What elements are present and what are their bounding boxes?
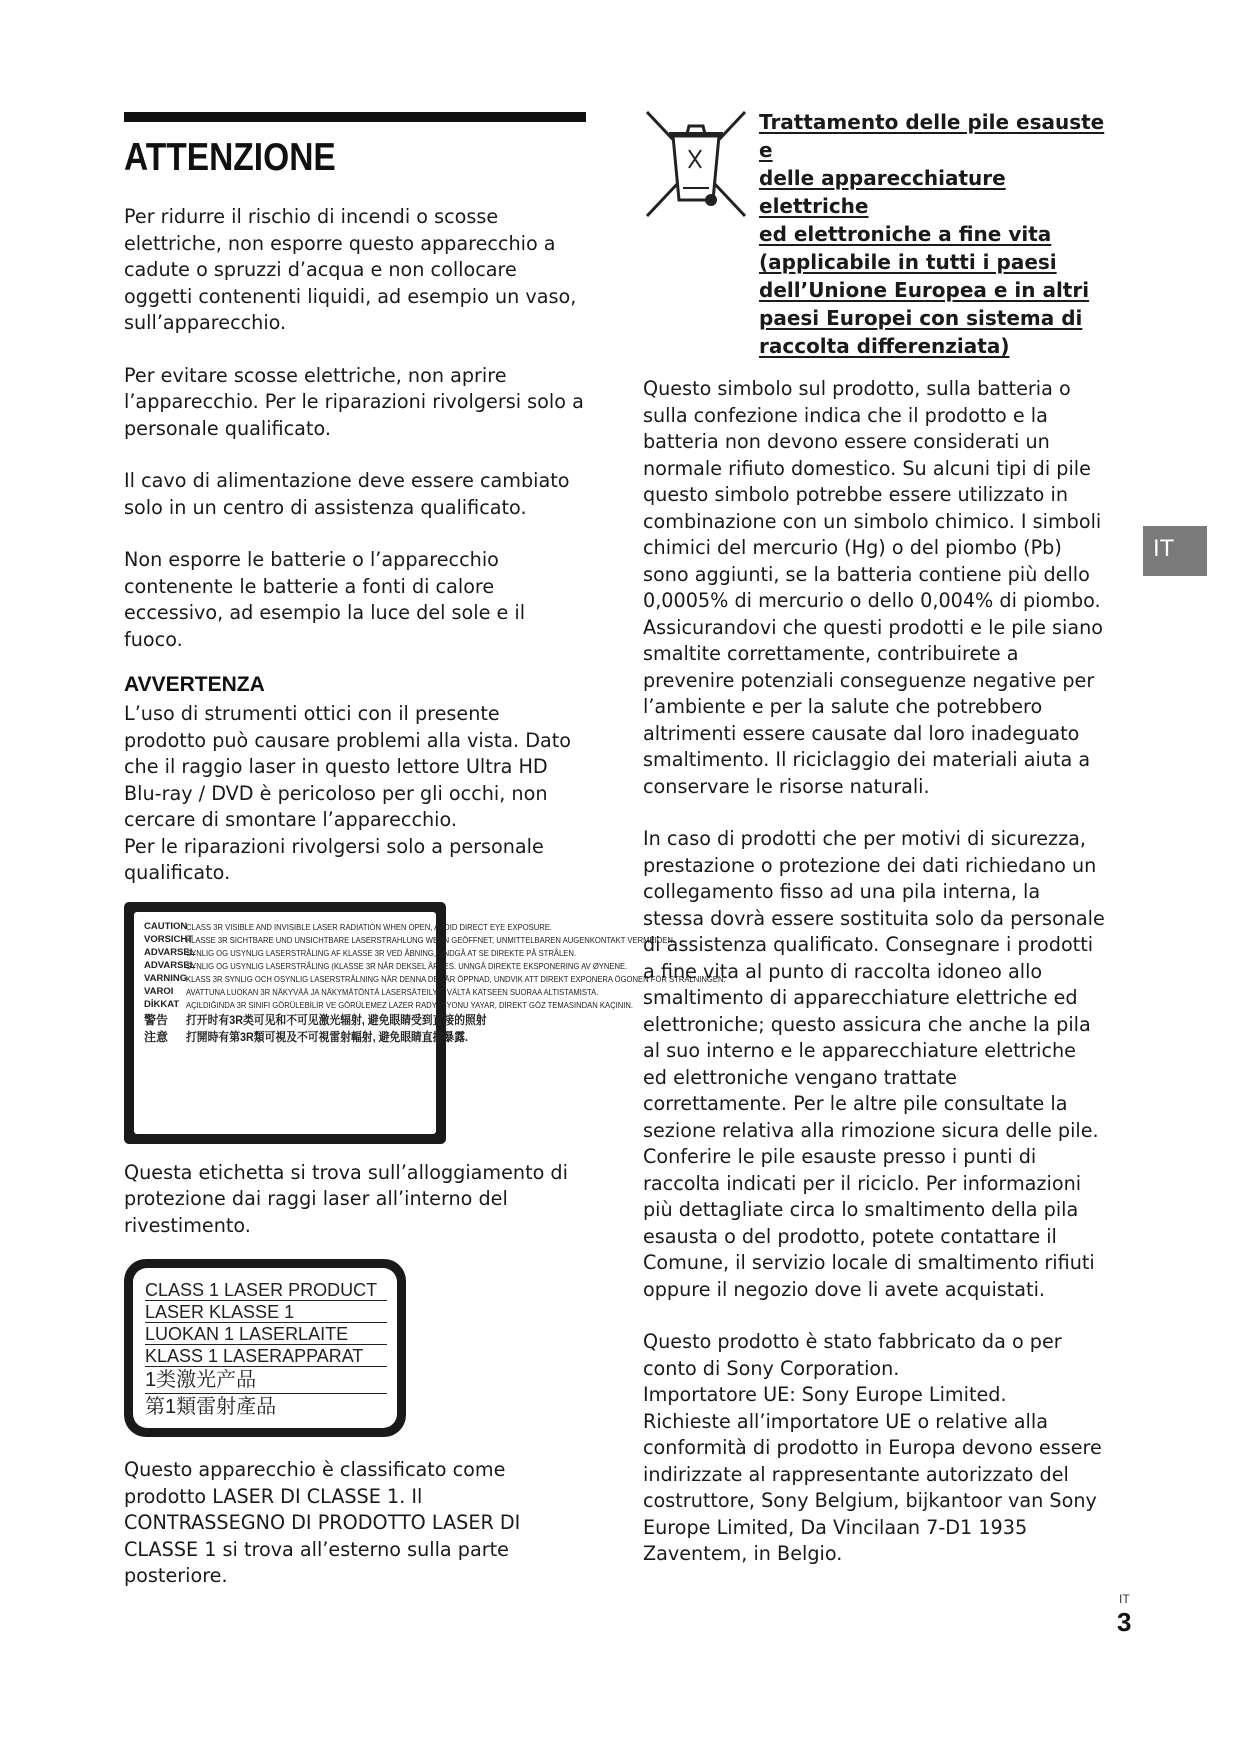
left-column <box>124 112 726 1590</box>
weee-title: Trattamento delle pile esauste e delle apparecchiature elettriche ed elettroniche a fine vita (applicabile in tutti i paesi dell’Unione Europea e in altri paesi Europei con sistema di raccolta differenziata) <box>759 110 1105 358</box>
paragraph: L’uso di strumenti ottici con il presente prodotto può causare problemi alla vista. Dato che il raggio laser in questo lettore Ultra HD Blu-ray / DVD è pericoloso per gli occhi, non cercare di smontare l’apparecchio. <box>124 702 572 831</box>
language-tab: IT <box>1143 526 1207 576</box>
caution-row: 注意 打開時有第3R類可視及不可視雷射輻射, 避免眼睛直接暴露. <box>144 1029 469 1044</box>
footer-language: IT <box>1119 1592 1130 1606</box>
caution-row: VORSICHT KLASSE 3R SICHTBARE UND UNSICHTBARE LASERSTRAHLUNG WENN GEÖFFNET, UNMITTELBAREN AUGENKONTAKT VERMEIDEN. <box>144 933 675 945</box>
label-line: 第1類雷射產品 <box>145 1396 277 1418</box>
caution-row: ADVARSEL SYNLIG OG USYNLIG LASERSTRÅLING (KLASSE 3R NÅR DEKSEL ÅPNES. UNNGÅ DIREKTE EKSPONERING AV ØYNENE. <box>144 959 628 971</box>
class1-laser-label <box>124 1259 406 1437</box>
caution-row: ADVARSEL SYNLIG OG USYNLIG LASERSTRÅLING AF KLASSE 3R VED ÅBNING, UNDGÅ AT SE DIREKTE PÅ STRÅLEN. <box>144 946 576 958</box>
label-line: CLASS 1 LASER PRODUCT <box>145 1280 387 1301</box>
label-line: LASER KLASSE 1 <box>145 1302 387 1323</box>
paragraph: Importatore UE: Sony Europe Limited. <box>643 1383 1007 1406</box>
paragraph: Non esporre le batterie o l’apparecchio contenente le batterie a fonti di calore eccessivo, ad esempio la luce del sole e il fuoco. <box>124 548 526 651</box>
page-number: 3 <box>1117 1607 1132 1637</box>
caution-label <box>124 902 726 1144</box>
paragraph: Richieste all’importatore UE o relative alla conformità di prodotto in Europa devono essere indirizzate al rappresentante autorizzato del costruttore, Sony Belgium, bijkantoor van Sony Europe Limited, Da Vincilaan 7-D1 1935 Zaventem, in Belgio. <box>643 1409 1102 1565</box>
paragraph: Per evitare scosse elettriche, non aprire l’apparecchio. Per le riparazioni rivolgersi solo a personale qualificato. <box>124 363 584 440</box>
paragraph: In caso di prodotti che per motivi di sicurezza, prestazione o protezione dei dati richiedano un collegamento fisso ad una pila interna, la stessa dovrà essere sostituita solo da personale di assistenza qualificato. Consegnare i prodotti a fine vita al punto di raccolta idoneo allo smaltimento di apparecchiature elettriche ed elettroniche; questo assicura che anche la pila al suo interno e le apparecchiature elettriche ed elettroniche vengano trattate correttamente. Per le altre pile consultate la sezione relativa alla rimozione sicura delle pile. Conferire le pile esauste presso i punti di raccolta indicati per il riciclo. Per informazioni più dettagliate circa lo smaltimento della pila esausta o del prodotto, potete contattare il Comune, il servizio locale di smaltimento rifiuti oppure il negozio dove li avete acquistati. <box>643 827 1105 1301</box>
label-caption: Questa etichetta si trova sull’alloggiamento di protezione dai raggi laser all’interno del rivestimento. <box>124 1160 568 1237</box>
section-rule <box>124 112 586 122</box>
crossed-out-wheelie-bin-icon <box>643 108 749 220</box>
paragraph: Il cavo di alimentazione deve essere cambiato solo in un centro di assistenza qualificato. <box>124 469 570 519</box>
paragraph: Per ridurre il rischio di incendi o scosse elettriche, non esporre questo apparecchio a cadute o spruzzi d’acqua e non collocare oggetti contenenti liquidi, ad esempio un vaso, sull’apparecchio. <box>124 205 577 334</box>
paragraph: Questo simbolo sul prodotto, sulla batteria o sulla confezione indica che il prodotto e la batteria non devono essere considerati un normale rifiuto domestico. Su alcuni tipi di pile questo simbolo potrebbe essere utilizzato in combinazione con un simbolo chimico. I simboli chimici del mercurio (Hg) o del piombo (Pb) sono aggiunti, se la batteria contiene più dello 0,0005% di mercurio o dello 0,004% di piombo. Assicurandovi che questi prodotti e le pile siano smaltite correttamente, contribuirete a prevenire potenziali conseguenze negative per l’ambiente e per la salute che potrebbero altrimenti essere causate dal loro inadeguato smaltimento. Il riciclaggio dei materiali aiuta a conservare le risorse naturali. <box>643 377 1104 798</box>
label-line: KLASS 1 LASERAPPARAT <box>145 1346 387 1367</box>
caution-row: VAROI AVATTUNA LUOKAN 3R NÄKYVÄÄ JA NÄKYMÄTÖNTÄ LASERSÄTEILYÄ, VÄLTÄ KATSEEN SUORAA ALTISTAMISTA. <box>144 985 599 997</box>
paragraph: Per le riparazioni rivolgersi solo a personale qualificato. <box>124 834 544 884</box>
page-title: ATTENZIONE <box>124 136 336 179</box>
paragraph: Questo prodotto è stato fabbricato da o per conto di Sony Corporation. <box>643 1330 1062 1380</box>
warning-heading: AVVERTENZA <box>124 673 265 696</box>
caution-row: VARNING KLASS 3R SYNLIG OCH OSYNLIG LASERSTRÅLNING NÄR DENNA DEL ÄR ÖPPNAD, UNDVIK ATT DIREKT EXPONERA ÖGONEN FÖR STRÅLNINGEN. <box>144 972 726 984</box>
caution-row: DİKKAT AÇILDIĞINDA 3R SINIFI GÖRÜLEBİLİR VE GÖRÜLEMEZ LAZER RADYASYONU YAYAR, DİREKT GÖZ TEMASINDAN KAÇININ. <box>144 998 634 1010</box>
right-column <box>643 108 1105 1568</box>
label-line: 1类激光产品 <box>145 1368 387 1394</box>
label-line: LUOKAN 1 LASERLAITE <box>145 1324 387 1345</box>
caution-row: CAUTION CLASS 3R VISIBLE AND INVISIBLE LASER RADIATION WHEN OPEN, AVOID DIRECT EYE EXPOSURE. <box>144 920 553 932</box>
weee-header <box>643 108 1105 360</box>
class1-caption: Questo apparecchio è classificato come prodotto LASER DI CLASSE 1. Il CONTRASSEGNO DI PRODOTTO LASER DI CLASSE 1 si trova all’esterno sulla parte posteriore. <box>124 1458 521 1587</box>
caution-row: 警告 打开时有3R类可见和不可见激光辐射, 避免眼睛受到直接的照射 <box>144 1012 487 1027</box>
